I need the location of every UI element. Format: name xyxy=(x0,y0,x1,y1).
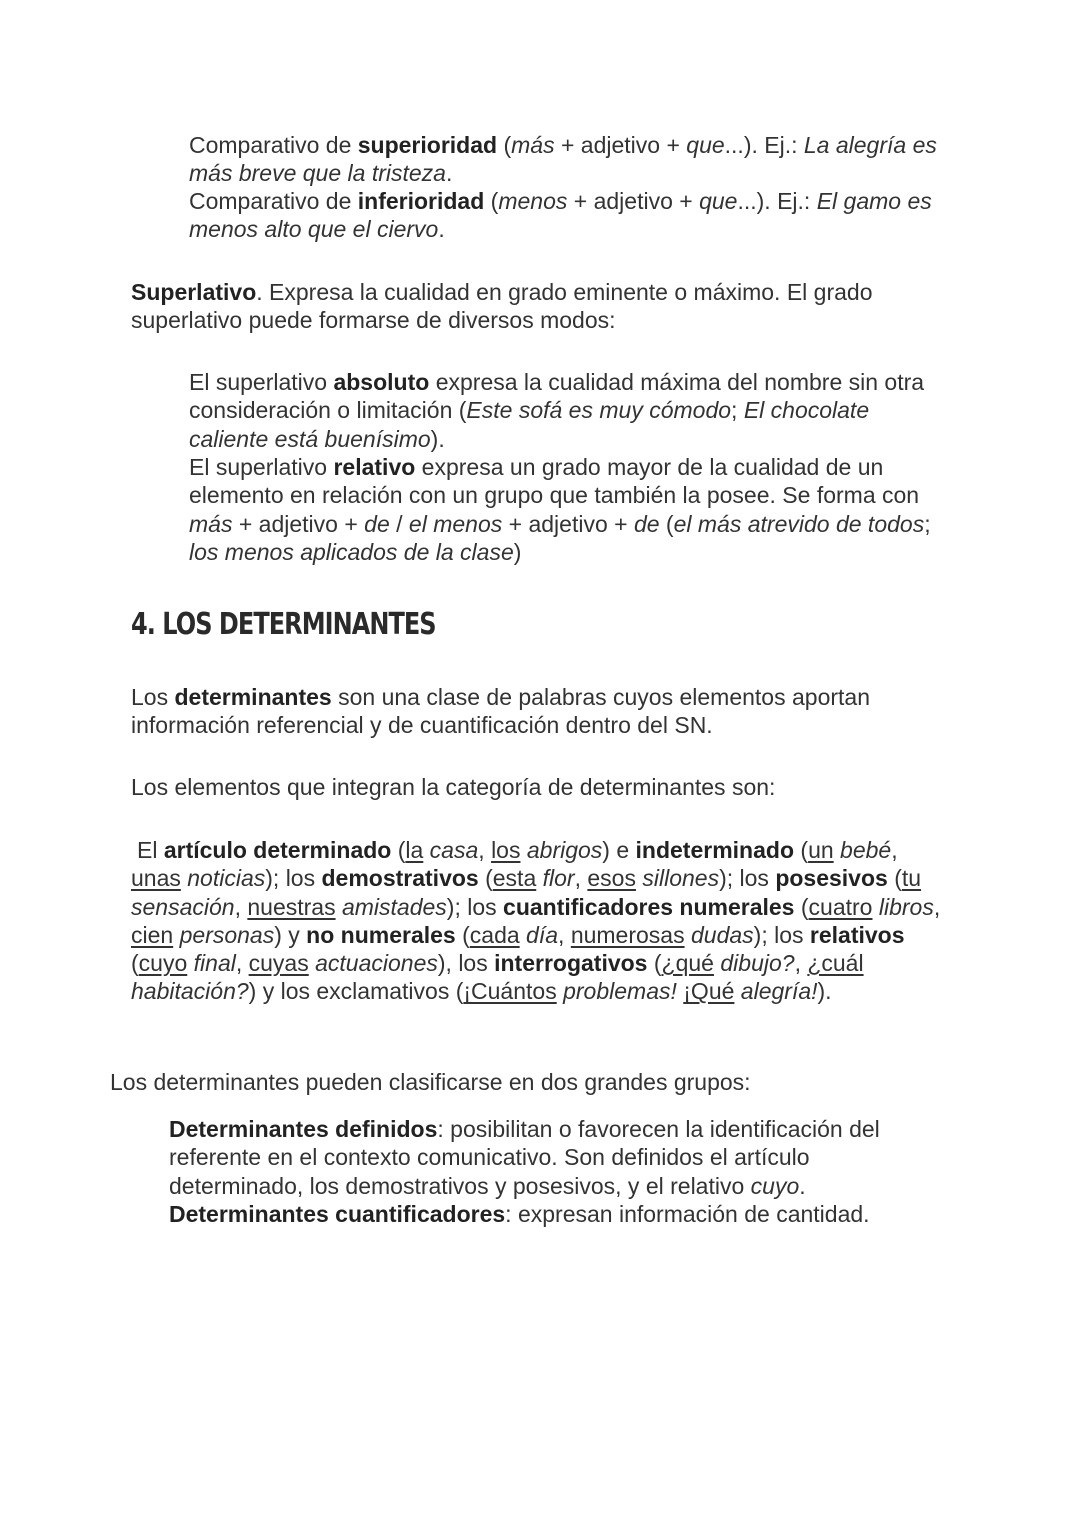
example-text: La alegría es más breve que la tristeza xyxy=(189,132,937,187)
term-cuantificadores: Determinantes cuantificadores xyxy=(169,1201,506,1227)
determinantes-cuantificadores: Determinantes cuantificadores: expresan información de cantidad. xyxy=(169,1201,870,1227)
superlativo-relativo: El superlativo relativo expresa un grado mayor de la cualidad de un elemento en relación con un grupo que también la posee. Se forma con más + adjetivo + de / el menos + adjetivo + de (el más atrevido de todos; los menos aplicados de la clase) xyxy=(189,454,931,565)
section-title: 4. LOS DETERMINANTES xyxy=(131,607,436,642)
term-superioridad: superioridad xyxy=(357,132,498,158)
term-absoluto: absoluto xyxy=(333,369,430,395)
comparativo-superioridad: Comparativo de superioridad (más + adjetivo + que...). Ej.: La alegría es más breve que la tristeza. xyxy=(189,132,937,187)
comparativo-inferioridad: Comparativo de inferioridad (menos + adjetivo + que...). Ej.: El gamo es menos alto que el ciervo. xyxy=(189,188,932,243)
determinantes-definidos: Determinantes definidos: posibilitan o favorecen la identificación del referente en el contexto comunicativo. Son definidos el artículo determinado, los demostrativos y posesivos, y el relativo cuyo. xyxy=(169,1116,880,1199)
superlativo-absoluto: El superlativo absoluto expresa la cualidad máxima del nombre sin otra consideración o limitación (Este sofá es muy cómodo; El chocolate caliente está buenísimo). xyxy=(189,369,925,452)
term-relativo: relativo xyxy=(333,454,416,480)
term-definidos: Determinantes definidos xyxy=(169,1116,438,1142)
example-text: El gamo es menos alto que el ciervo xyxy=(189,188,932,243)
term-determinantes: determinantes xyxy=(174,684,332,710)
superlativo-paragraph: Superlativo. Expresa la cualidad en grado eminente o máximo. El grado superlativo puede formarse de diversos modos: xyxy=(131,279,873,334)
elementos-paragraph: El artículo determinado (la casa, los abrigos) e indeterminado (un bebé, unas noticias); los demostrativos (esta flor, esos sillones); los posesivos (tu sensación, nuestras amistades); los cuantificadores numerales (cuatro libros, cien personas) y no numerales (cada día, numerosas dudas); los relativos (cuyo final, cuyas actuaciones), los interrogativos (¿qué dibujo?, ¿cuál habitación?) y los exclamativos (¡Cuántos problemas! ¡Qué alegría!). xyxy=(131,837,941,1005)
grupos-intro: Los determinantes pueden clasificarse en dos grandes grupos: xyxy=(110,1069,751,1095)
term-superlativo: Superlativo xyxy=(131,279,257,305)
determinantes-intro: Los determinantes son una clase de palabras cuyos elementos aportan información referencial y de cuantificación dentro del SN. xyxy=(131,684,870,739)
elementos-intro: Los elementos que integran la categoría de determinantes son: xyxy=(131,774,776,800)
term-inferioridad: inferioridad xyxy=(357,188,485,214)
